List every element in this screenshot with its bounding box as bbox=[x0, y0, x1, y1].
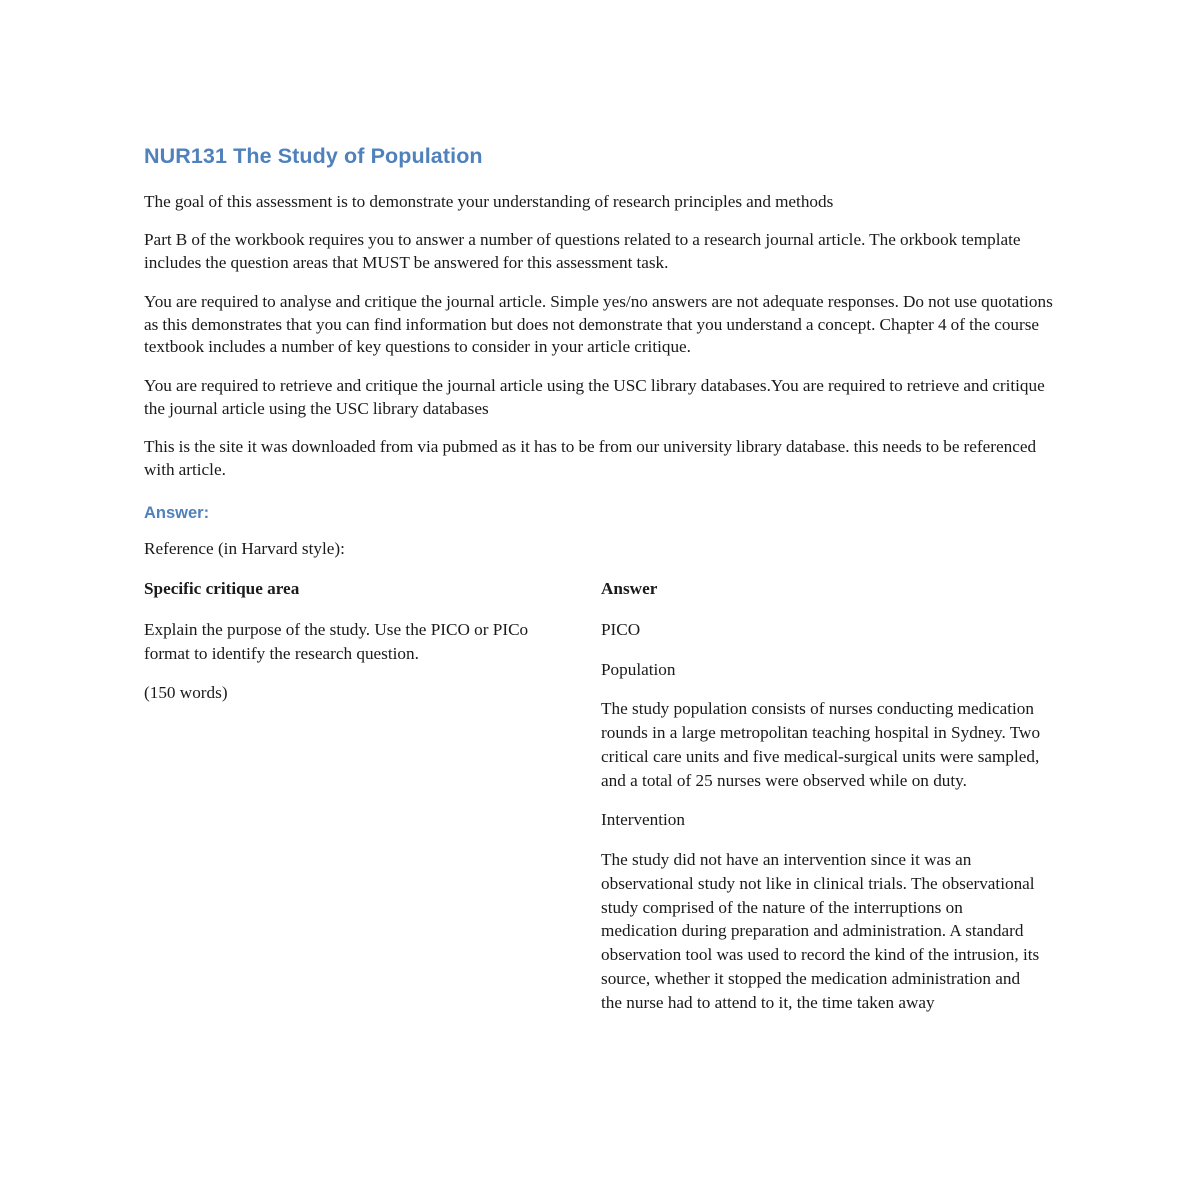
table-row bbox=[144, 618, 1059, 1014]
table-header-row bbox=[144, 578, 1059, 618]
column-header-answer: Answer bbox=[601, 579, 658, 599]
intro-paragraph-4: You are required to retrieve and critique the journal article using the USC library databases.You are required to retrieve and critique the journal article using the USC library databases bbox=[144, 375, 1045, 418]
header-cell-answer bbox=[601, 578, 1059, 618]
reference-line: Reference (in Harvard style): bbox=[144, 538, 345, 558]
answer-intervention-text: The study did not have an intervention since it was an observational study not like in clinical trials. The observational study comprised of the nature of the interruptions on medication during preparation and administration. A standard observation tool was used to record the kind of the intrusion, its source, whether it stopped the medication administration and the nurse had to attend to it, the time taken away bbox=[601, 850, 1040, 1012]
intro-paragraph-2: Part B of the workbook requires you to answer a number of questions related to a research journal article. The orkbook template includes the question areas that MUST be answered for this assessment task. bbox=[144, 230, 1021, 273]
answer-label-intervention: Intervention bbox=[601, 810, 685, 830]
answer-label-population: Population bbox=[601, 659, 676, 679]
answer-label-pico: PICO bbox=[601, 619, 641, 639]
intro-paragraph-3: You are required to analyse and critique the journal article. Simple yes/no answers are not adequate responses. Do not use quotations as this demonstrates that you can find information but does not demonstrate that you understand a concept. Chapter 4 of the course textbook includes a number of key questions to consider in your article critique. bbox=[144, 291, 1053, 357]
answer-population-text: The study population consists of nurses conducting medication rounds in a large metropolitan teaching hospital in Sydney. Two critical care units and five medical-surgical units were sampled, and a total of 25 nurses were observed while on duty. bbox=[601, 699, 1041, 790]
intro-paragraph-5: This is the site it was downloaded from via pubmed as it has to be from our university library database. this needs to be referenced with article. bbox=[144, 437, 1037, 480]
header-cell-critique-area bbox=[144, 578, 601, 618]
intro-section bbox=[144, 191, 1059, 482]
cell-critique-answer bbox=[601, 618, 1059, 1014]
word-count-note: (150 words) bbox=[144, 683, 228, 703]
cell-critique-question bbox=[144, 618, 601, 1014]
question-text: Explain the purpose of the study. Use the PICO or PICo format to identify the research question. bbox=[144, 619, 529, 663]
intro-paragraph-1: The goal of this assessment is to demonstrate your understanding of research principles and methods bbox=[144, 191, 834, 211]
page-title: NUR131 The Study of Population bbox=[144, 144, 483, 168]
column-header-critique-area: Specific critique area bbox=[144, 579, 300, 599]
answer-section-heading: Answer: bbox=[144, 503, 210, 522]
critique-table bbox=[144, 578, 1059, 1014]
